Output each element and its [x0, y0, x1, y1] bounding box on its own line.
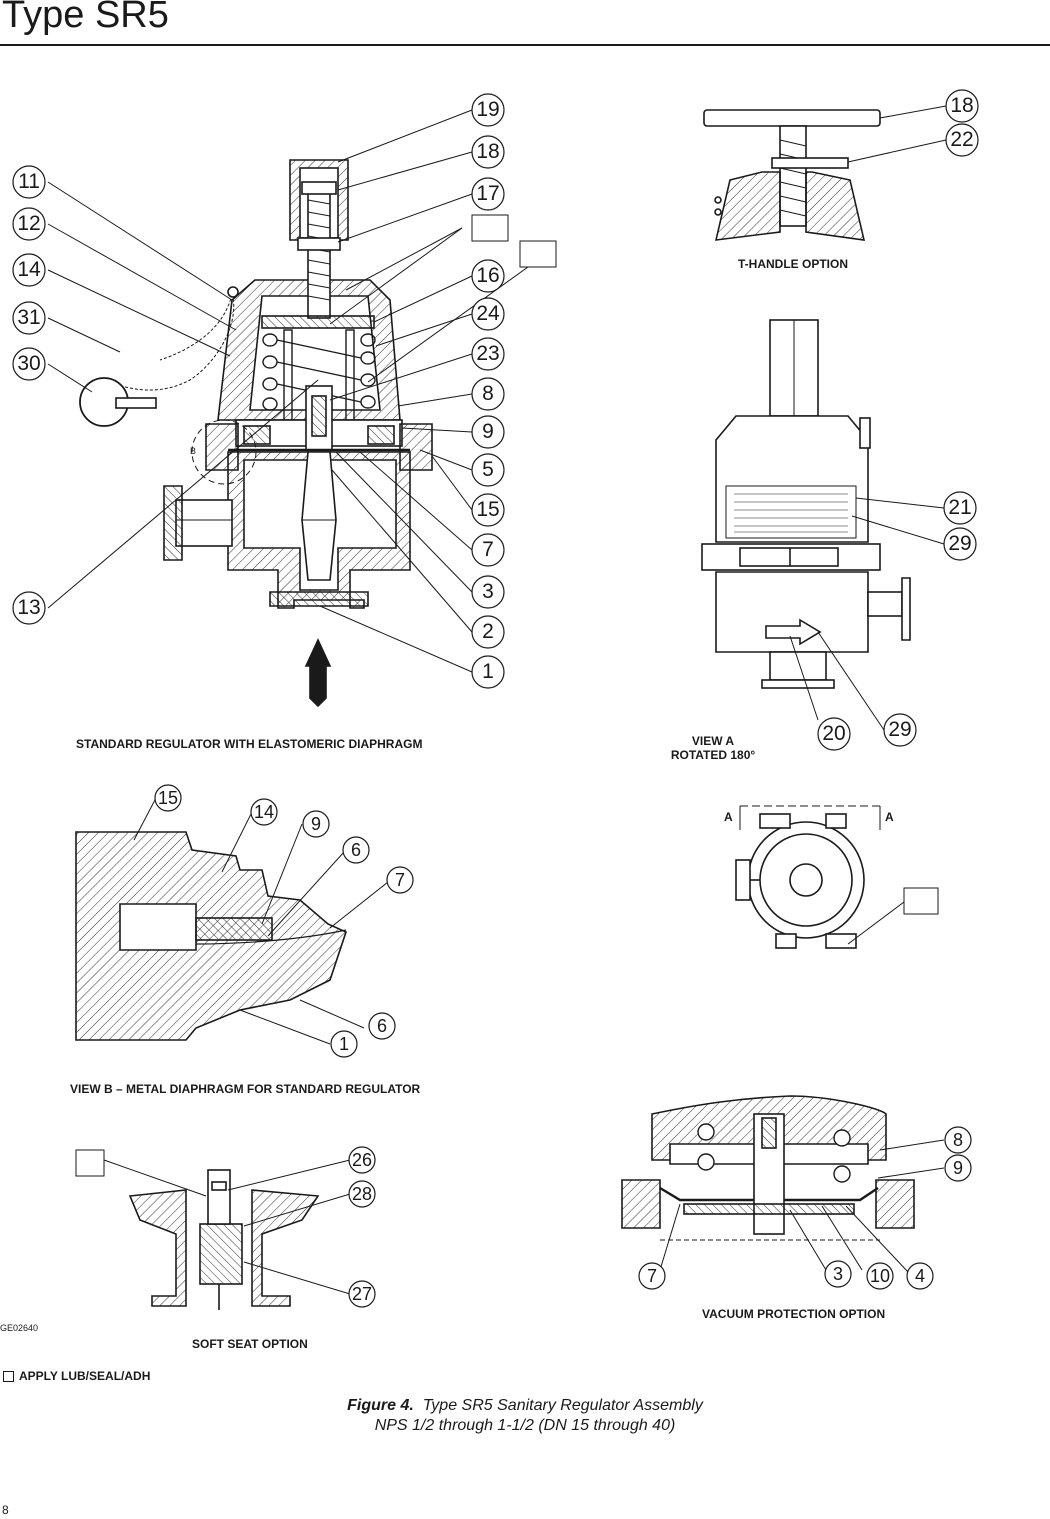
- callout-9: 9: [482, 420, 494, 443]
- section-mark-right: A: [885, 810, 894, 824]
- figure-caption: [0, 1396, 1050, 1416]
- view-b-mark: B: [190, 446, 197, 456]
- callout-1-vb: 1: [338, 1034, 349, 1054]
- callout-9-vb: 9: [310, 814, 321, 834]
- callout-1: 1: [482, 660, 494, 683]
- figure-number: Figure 4.: [347, 1397, 414, 1414]
- callout-16: 16: [476, 264, 500, 287]
- caption-standard: STANDARD REGULATOR WITH ELASTOMERIC DIAPHRAGM: [76, 737, 423, 751]
- callout-28: 28: [351, 1184, 373, 1204]
- t-handle-drawing: [704, 110, 880, 240]
- callout-4-vac: 4: [914, 1266, 925, 1286]
- callout-8-vac: 8: [952, 1130, 963, 1150]
- caption-view-a-line2: ROTATED 180°: [670, 748, 756, 762]
- callout-22: 22: [950, 128, 974, 151]
- caption-vacuum: VACUUM PROTECTION OPTION: [702, 1307, 886, 1321]
- callout-12: 12: [17, 212, 41, 235]
- legend-label: APPLY LUB/SEAL/ADH: [19, 1369, 151, 1383]
- callout-7: 7: [482, 538, 494, 561]
- callout-27: 27: [351, 1284, 373, 1304]
- callout-7-vac: 7: [646, 1266, 657, 1286]
- callout-29: 29: [948, 532, 972, 555]
- callout-18-t: 18: [950, 94, 974, 117]
- callout-8: 8: [482, 382, 494, 405]
- callout-9-vac: 9: [952, 1158, 963, 1178]
- lub-box-17: [472, 215, 508, 241]
- callout-14: 14: [17, 258, 41, 281]
- callout-18: 18: [476, 140, 500, 163]
- figure-title: Type SR5 Sanitary Regulator Assembly: [422, 1397, 703, 1414]
- callout-3: 3: [482, 580, 494, 603]
- caption-t-handle: T-HANDLE OPTION: [738, 257, 848, 271]
- callout-11: 11: [18, 170, 40, 193]
- callout-2: 2: [482, 620, 494, 643]
- section-a-drawing: [736, 806, 880, 948]
- callout-19: 19: [476, 98, 500, 121]
- view-b-drawing: [76, 832, 346, 1040]
- callout-31: 31: [17, 306, 41, 329]
- view-a-drawing: [702, 320, 910, 688]
- callout-10-vac: 10: [869, 1266, 891, 1286]
- lub-box-soft-seat: [76, 1150, 104, 1176]
- callout-7-vb: 7: [394, 870, 405, 890]
- caption-soft-seat: SOFT SEAT OPTION: [192, 1337, 308, 1351]
- vacuum-protection-drawing: [622, 1096, 914, 1240]
- caption-view-a-line1: VIEW A: [691, 734, 735, 748]
- callout-5: 5: [482, 458, 494, 481]
- callout-14-vb: 14: [253, 802, 275, 822]
- callout-30: 30: [17, 352, 41, 375]
- callout-15: 15: [476, 498, 500, 521]
- callout-3-vac: 3: [832, 1264, 843, 1284]
- page-number: 8: [2, 1503, 9, 1517]
- soft-seat-drawing: [130, 1170, 318, 1310]
- callout-13: 13: [17, 596, 41, 619]
- drawing-id: GE02640: [0, 1323, 39, 1333]
- callout-6-vb: 6: [350, 840, 361, 860]
- caption-view-b: VIEW B – METAL DIAPHRAGM FOR STANDARD REGULATOR: [70, 1082, 421, 1096]
- figure-subtitle: NPS 1/2 through 1-1/2 (DN 15 through 40): [374, 1417, 676, 1434]
- callout-23: 23: [476, 342, 500, 365]
- lub-box-16: [520, 241, 556, 267]
- section-mark-left: A: [724, 810, 733, 824]
- callout-6-vb-b: 6: [376, 1016, 387, 1036]
- callout-29-b: 29: [888, 718, 912, 741]
- callout-20: 20: [822, 722, 846, 745]
- lub-box-section-a: [904, 888, 938, 914]
- lub-legend-box: [3, 1371, 14, 1382]
- callout-21: 21: [948, 496, 972, 519]
- callout-26: 26: [351, 1150, 373, 1170]
- callout-24: 24: [476, 302, 500, 325]
- callout-15-vb: 15: [157, 788, 179, 808]
- callout-17: 17: [476, 182, 500, 205]
- page-title: Type SR5: [2, 0, 169, 36]
